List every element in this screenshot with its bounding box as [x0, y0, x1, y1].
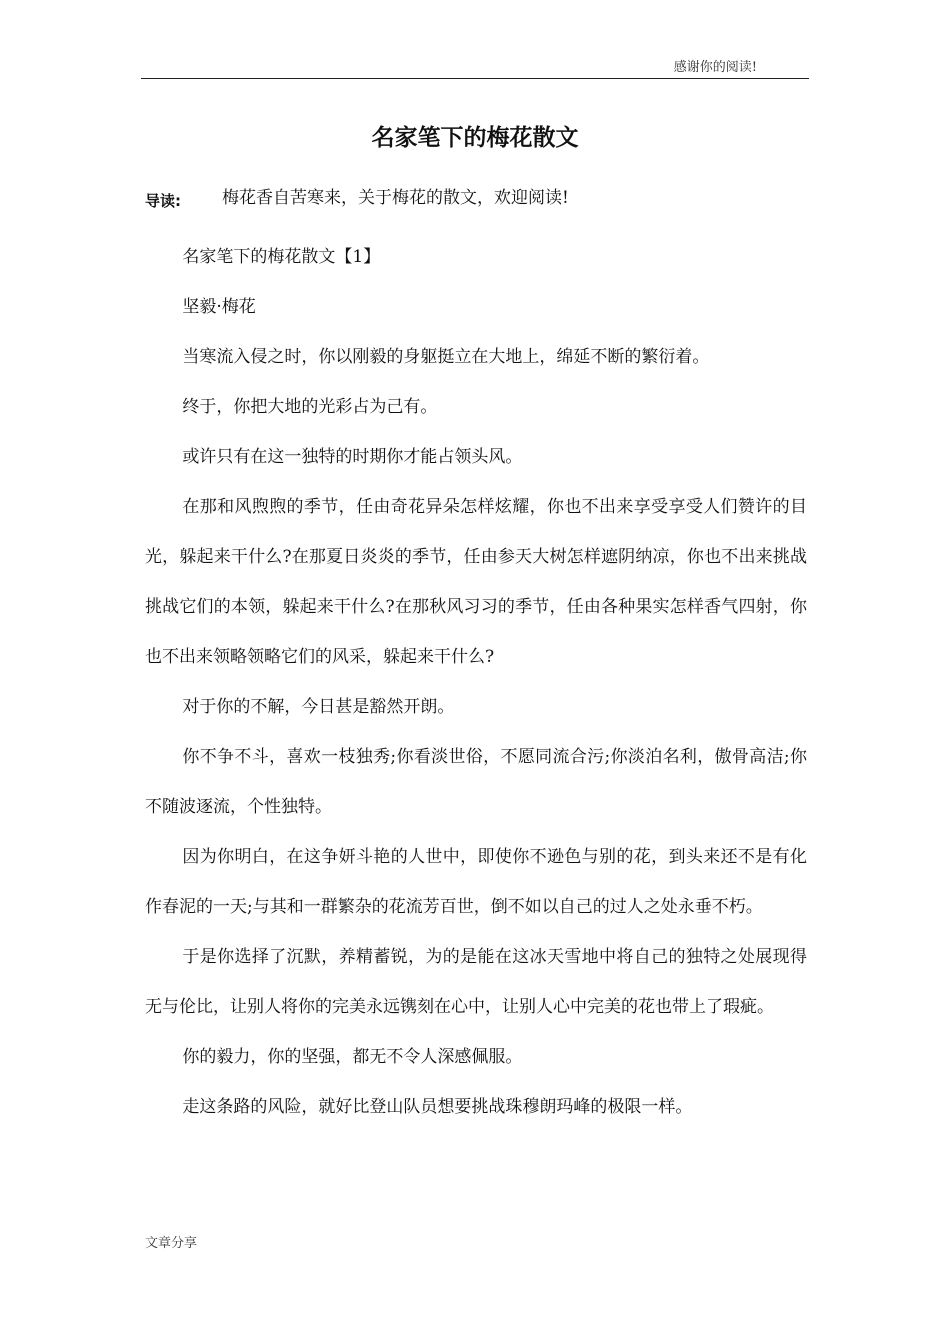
- paragraph: 走这条路的风险，就好比登山队员想要挑战珠穆朗玛峰的极限一样。: [182, 1097, 693, 1117]
- paragraph: 对于你的不解，今日甚是豁然开朗。: [182, 697, 455, 717]
- paragraph: 你的毅力，你的坚强，都无不令人深感佩服。: [182, 1047, 523, 1067]
- intro-section: [145, 184, 809, 212]
- paragraph: 你不争不斗，喜欢一枝独秀;你看淡世俗，不愿同流合污;你淡泊名利，傲骨高洁;你不随波逐流，个性独特。: [145, 747, 807, 817]
- page-header-text: 感谢你的阅读!: [673, 60, 757, 75]
- paragraph: 或许只有在这一独特的时期你才能占领头风。: [182, 447, 523, 467]
- paragraph: 终于，你把大地的光彩占为己有。: [182, 397, 438, 417]
- page-footer-text: 文章分享: [145, 1236, 198, 1251]
- section-heading: 名家笔下的梅花散文【1】: [182, 247, 381, 267]
- paragraph: 在那和风煦煦的季节，任由奇花异朵怎样炫耀，你也不出来享受享受人们赞许的目光，躲起来干什么?在那夏日炎炎的季节，任由参天大树怎样遮阴纳凉，你也不出来挑战挑战它们的本领，躲起来干什么?在那秋风习习的季节，任由各种果实怎样香气四射，你也不出来领略领略它们的风采，躲起来干什么?: [145, 497, 807, 667]
- paragraph: 于是你选择了沉默，养精蓄锐，为的是能在这冰天雪地中将自己的独特之处展现得无与伦比，让别人将你的完美永远镌刻在心中，让别人心中完美的花也带上了瑕疵。: [145, 947, 807, 1017]
- intro-text: 梅花香自苦寒来，关于梅花的散文，欢迎阅读!: [222, 188, 569, 208]
- paragraph: 当寒流入侵之时，你以刚毅的身躯挺立在大地上，绵延不断的繁衍着。: [182, 347, 710, 367]
- document-title: 名家笔下的梅花散文: [371, 125, 579, 151]
- essay-subtitle: 坚毅·梅花: [182, 297, 256, 317]
- paragraph: 因为你明白，在这争妍斗艳的人世中，即使你不逊色与别的花，到头来还不是有化作春泥的一天;与其和一群繁杂的花流芳百世，倒不如以自己的过人之处永垂不朽。: [145, 847, 807, 917]
- intro-label: 导读:: [145, 192, 181, 210]
- header-divider: [141, 78, 809, 79]
- article-body: [145, 232, 807, 1132]
